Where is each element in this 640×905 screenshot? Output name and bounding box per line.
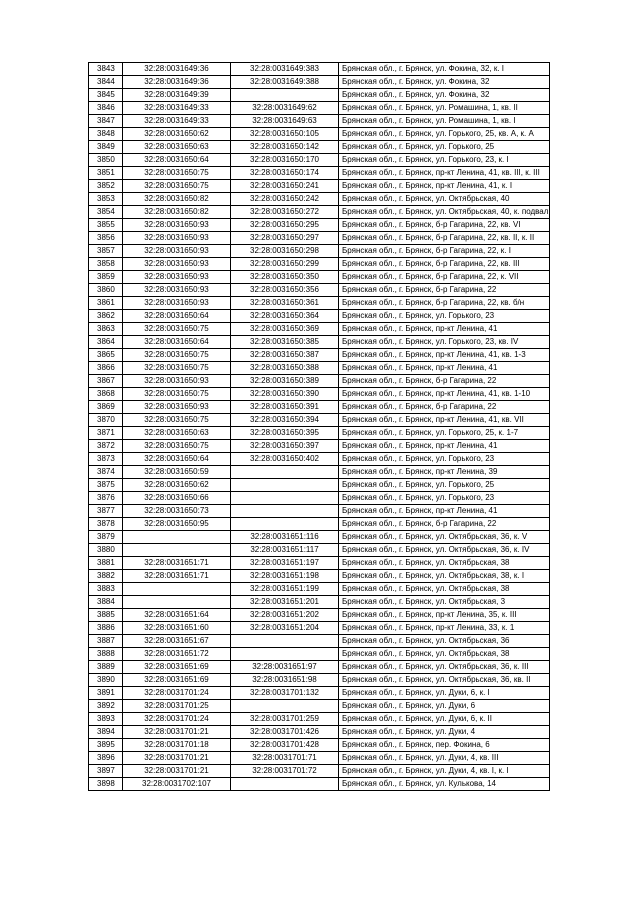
table-row [89, 336, 550, 349]
address-cell: Брянская обл., г. Брянск, ул. Октябрьская, 36, к. IV [339, 544, 550, 557]
object-number-cell: 32:28:0031701:72 [231, 765, 339, 778]
object-number-cell: 32:28:0031651:201 [231, 596, 339, 609]
parcel-number-cell: 32:28:0031651:71 [123, 557, 231, 570]
row-number-cell: 3877 [89, 505, 123, 518]
object-number-cell [231, 479, 339, 492]
row-number-cell: 3875 [89, 479, 123, 492]
object-number-cell [231, 700, 339, 713]
object-number-cell: 32:28:0031651:202 [231, 609, 339, 622]
object-number-cell: 32:28:0031650:361 [231, 297, 339, 310]
row-number-cell: 3859 [89, 271, 123, 284]
address-cell: Брянская обл., г. Брянск, б-р Гагарина, 22, к. VII [339, 271, 550, 284]
table-row [89, 388, 550, 401]
parcel-number-cell: 32:28:0031650:64 [123, 310, 231, 323]
object-number-cell: 32:28:0031650:385 [231, 336, 339, 349]
object-number-cell: 32:28:0031650:356 [231, 284, 339, 297]
parcel-number-cell: 32:28:0031649:33 [123, 102, 231, 115]
parcel-number-cell: 32:28:0031650:64 [123, 336, 231, 349]
address-cell: Брянская обл., г. Брянск, ул. Горького, 25 [339, 141, 550, 154]
table-row [89, 115, 550, 128]
table-row [89, 661, 550, 674]
address-cell: Брянская обл., г. Брянск, пр-кт Ленина, 41 [339, 440, 550, 453]
table-row [89, 648, 550, 661]
object-number-cell: 32:28:0031650:295 [231, 219, 339, 232]
object-number-cell: 32:28:0031650:174 [231, 167, 339, 180]
table-row [89, 544, 550, 557]
table-row [89, 141, 550, 154]
table-row [89, 102, 550, 115]
address-cell: Брянская обл., г. Брянск, ул. Горького, 25 [339, 479, 550, 492]
object-number-cell: 32:28:0031650:299 [231, 258, 339, 271]
table-row [89, 76, 550, 89]
parcel-number-cell: 32:28:0031651:69 [123, 661, 231, 674]
address-cell: Брянская обл., г. Брянск, ул. Октябрьская, 38 [339, 648, 550, 661]
parcel-number-cell: 32:28:0031650:73 [123, 505, 231, 518]
row-number-cell: 3892 [89, 700, 123, 713]
address-cell: Брянская обл., г. Брянск, ул. Октябрьская, 40 [339, 193, 550, 206]
object-number-cell: 32:28:0031650:241 [231, 180, 339, 193]
address-cell: Брянская обл., г. Брянск, пр-кт Ленина, 39 [339, 466, 550, 479]
table-row [89, 466, 550, 479]
table-row [89, 245, 550, 258]
table-row [89, 739, 550, 752]
object-number-cell: 32:28:0031701:426 [231, 726, 339, 739]
object-number-cell [231, 466, 339, 479]
row-number-cell: 3854 [89, 206, 123, 219]
table-row [89, 700, 550, 713]
object-number-cell: 32:28:0031651:117 [231, 544, 339, 557]
address-cell: Брянская обл., г. Брянск, ул. Октябрьская, 36, к. V [339, 531, 550, 544]
table-row [89, 128, 550, 141]
object-number-cell [231, 648, 339, 661]
table-row [89, 271, 550, 284]
parcel-number-cell: 32:28:0031649:39 [123, 89, 231, 102]
table-row [89, 310, 550, 323]
row-number-cell: 3880 [89, 544, 123, 557]
address-cell: Брянская обл., г. Брянск, пр-кт Ленина, 33, к. 1 [339, 622, 550, 635]
address-cell: Брянская обл., г. Брянск, ул. Октябрьская, 38, к. I [339, 570, 550, 583]
parcel-number-cell: 32:28:0031650:75 [123, 388, 231, 401]
table-row [89, 492, 550, 505]
address-cell: Брянская обл., г. Брянск, пер. Фокина, 6 [339, 739, 550, 752]
address-cell: Брянская обл., г. Брянск, ул. Дуки, 4 [339, 726, 550, 739]
row-number-cell: 3883 [89, 583, 123, 596]
object-number-cell: 32:28:0031650:391 [231, 401, 339, 414]
table-row [89, 505, 550, 518]
address-cell: Брянская обл., г. Брянск, пр-кт Ленина, 41, кв. III, к. III [339, 167, 550, 180]
table-row [89, 427, 550, 440]
table-row [89, 362, 550, 375]
row-number-cell: 3873 [89, 453, 123, 466]
object-number-cell: 32:28:0031650:364 [231, 310, 339, 323]
row-number-cell: 3846 [89, 102, 123, 115]
address-cell: Брянская обл., г. Брянск, ул. Дуки, 4, кв. I, к. I [339, 765, 550, 778]
row-number-cell: 3850 [89, 154, 123, 167]
parcel-number-cell: 32:28:0031651:71 [123, 570, 231, 583]
parcel-number-cell: 32:28:0031650:75 [123, 362, 231, 375]
address-cell: Брянская обл., г. Брянск, пр-кт Ленина, 41, кв. VII [339, 414, 550, 427]
row-number-cell: 3863 [89, 323, 123, 336]
address-cell: Брянская обл., г. Брянск, б-р Гагарина, 22 [339, 518, 550, 531]
table-row [89, 518, 550, 531]
address-cell: Брянская обл., г. Брянск, б-р Гагарина, 22, кв. б/н [339, 297, 550, 310]
address-cell: Брянская обл., г. Брянск, ул. Дуки, 6 [339, 700, 550, 713]
address-cell: Брянская обл., г. Брянск, пр-кт Ленина, 41, кв. 1-3 [339, 349, 550, 362]
address-cell: Брянская обл., г. Брянск, б-р Гагарина, 22, кв. II, к. II [339, 232, 550, 245]
table-row [89, 609, 550, 622]
parcel-number-cell [123, 596, 231, 609]
parcel-number-cell: 32:28:0031701:18 [123, 739, 231, 752]
table-row [89, 258, 550, 271]
parcel-number-cell: 32:28:0031701:24 [123, 713, 231, 726]
row-number-cell: 3886 [89, 622, 123, 635]
parcel-number-cell: 32:28:0031650:66 [123, 492, 231, 505]
row-number-cell: 3870 [89, 414, 123, 427]
row-number-cell: 3843 [89, 63, 123, 76]
row-number-cell: 3847 [89, 115, 123, 128]
row-number-cell: 3845 [89, 89, 123, 102]
parcel-number-cell: 32:28:0031650:93 [123, 232, 231, 245]
row-number-cell: 3885 [89, 609, 123, 622]
parcel-number-cell: 32:28:0031702:107 [123, 778, 231, 791]
address-cell: Брянская обл., г. Брянск, ул. Фокина, 32 [339, 76, 550, 89]
table-row [89, 687, 550, 700]
address-cell: Брянская обл., г. Брянск, ул. Дуки, 6, к. I [339, 687, 550, 700]
parcel-number-cell: 32:28:0031650:64 [123, 453, 231, 466]
parcel-number-cell: 32:28:0031650:93 [123, 375, 231, 388]
parcel-number-cell: 32:28:0031650:75 [123, 349, 231, 362]
table-row [89, 154, 550, 167]
parcel-number-cell: 32:28:0031701:24 [123, 687, 231, 700]
object-number-cell: 32:28:0031651:98 [231, 674, 339, 687]
row-number-cell: 3882 [89, 570, 123, 583]
parcel-number-cell: 32:28:0031650:93 [123, 297, 231, 310]
parcel-number-cell: 32:28:0031650:75 [123, 167, 231, 180]
row-number-cell: 3867 [89, 375, 123, 388]
address-cell: Брянская обл., г. Брянск, ул. Дуки, 6, к. II [339, 713, 550, 726]
row-number-cell: 3876 [89, 492, 123, 505]
row-number-cell: 3893 [89, 713, 123, 726]
address-cell: Брянская обл., г. Брянск, ул. Горького, 25, к. 1-7 [339, 427, 550, 440]
row-number-cell: 3872 [89, 440, 123, 453]
parcel-number-cell: 32:28:0031650:95 [123, 518, 231, 531]
parcel-number-cell [123, 544, 231, 557]
address-cell: Брянская обл., г. Брянск, ул. Кулькова, 14 [339, 778, 550, 791]
table-row [89, 635, 550, 648]
parcel-number-cell: 32:28:0031651:69 [123, 674, 231, 687]
cadastral-table [88, 62, 550, 791]
address-cell: Брянская обл., г. Брянск, ул. Дуки, 4, кв. III [339, 752, 550, 765]
address-cell: Брянская обл., г. Брянск, ул. Ромашина, 1, кв. II [339, 102, 550, 115]
address-cell: Брянская обл., г. Брянск, б-р Гагарина, 22, кв. III [339, 258, 550, 271]
parcel-number-cell: 32:28:0031649:33 [123, 115, 231, 128]
address-cell: Брянская обл., г. Брянск, ул. Горького, 23 [339, 453, 550, 466]
object-number-cell: 32:28:0031650:388 [231, 362, 339, 375]
address-cell: Брянская обл., г. Брянск, ул. Октябрьская, 36 [339, 635, 550, 648]
address-cell: Брянская обл., г. Брянск, ул. Октябрьская, 36, к. III [339, 661, 550, 674]
parcel-number-cell: 32:28:0031650:75 [123, 180, 231, 193]
address-cell: Брянская обл., г. Брянск, ул. Фокина, 32 [339, 89, 550, 102]
address-cell: Брянская обл., г. Брянск, пр-кт Ленина, 41 [339, 323, 550, 336]
address-cell: Брянская обл., г. Брянск, ул. Ромашина, 1, кв. I [339, 115, 550, 128]
object-number-cell [231, 778, 339, 791]
address-cell: Брянская обл., г. Брянск, ул. Октябрьская, 38 [339, 557, 550, 570]
object-number-cell: 32:28:0031650:387 [231, 349, 339, 362]
table-row [89, 570, 550, 583]
address-cell: Брянская обл., г. Брянск, б-р Гагарина, 22, кв. VI [339, 219, 550, 232]
parcel-number-cell: 32:28:0031650:62 [123, 479, 231, 492]
row-number-cell: 3856 [89, 232, 123, 245]
table-row [89, 414, 550, 427]
row-number-cell: 3884 [89, 596, 123, 609]
row-number-cell: 3869 [89, 401, 123, 414]
address-cell: Брянская обл., г. Брянск, б-р Гагарина, 22 [339, 401, 550, 414]
parcel-number-cell [123, 531, 231, 544]
object-number-cell: 32:28:0031651:97 [231, 661, 339, 674]
table-row [89, 167, 550, 180]
parcel-number-cell: 32:28:0031650:93 [123, 284, 231, 297]
table-body [89, 63, 550, 791]
row-number-cell: 3881 [89, 557, 123, 570]
row-number-cell: 3897 [89, 765, 123, 778]
object-number-cell: 32:28:0031650:402 [231, 453, 339, 466]
parcel-number-cell: 32:28:0031701:25 [123, 700, 231, 713]
table-row [89, 765, 550, 778]
table-row [89, 674, 550, 687]
table-row [89, 713, 550, 726]
table-row [89, 232, 550, 245]
address-cell: Брянская обл., г. Брянск, б-р Гагарина, 22, к. I [339, 245, 550, 258]
table-row [89, 622, 550, 635]
parcel-number-cell: 32:28:0031650:75 [123, 440, 231, 453]
object-number-cell: 32:28:0031651:197 [231, 557, 339, 570]
row-number-cell: 3865 [89, 349, 123, 362]
table-row [89, 284, 550, 297]
parcel-number-cell: 32:28:0031650:62 [123, 128, 231, 141]
row-number-cell: 3857 [89, 245, 123, 258]
row-number-cell: 3848 [89, 128, 123, 141]
table-row [89, 479, 550, 492]
table-row [89, 375, 550, 388]
object-number-cell: 32:28:0031650:242 [231, 193, 339, 206]
object-number-cell: 32:28:0031701:132 [231, 687, 339, 700]
row-number-cell: 3871 [89, 427, 123, 440]
row-number-cell: 3895 [89, 739, 123, 752]
table-row [89, 206, 550, 219]
row-number-cell: 3851 [89, 167, 123, 180]
row-number-cell: 3878 [89, 518, 123, 531]
table-row [89, 297, 550, 310]
object-number-cell: 32:28:0031650:394 [231, 414, 339, 427]
object-number-cell: 32:28:0031650:390 [231, 388, 339, 401]
row-number-cell: 3844 [89, 76, 123, 89]
object-number-cell: 32:28:0031651:204 [231, 622, 339, 635]
object-number-cell: 32:28:0031649:388 [231, 76, 339, 89]
table-row [89, 89, 550, 102]
table-row [89, 453, 550, 466]
row-number-cell: 3879 [89, 531, 123, 544]
parcel-number-cell [123, 583, 231, 596]
row-number-cell: 3898 [89, 778, 123, 791]
object-number-cell: 32:28:0031650:298 [231, 245, 339, 258]
parcel-number-cell: 32:28:0031651:60 [123, 622, 231, 635]
row-number-cell: 3861 [89, 297, 123, 310]
parcel-number-cell: 32:28:0031651:64 [123, 609, 231, 622]
address-cell: Брянская обл., г. Брянск, б-р Гагарина, 22 [339, 375, 550, 388]
address-cell: Брянская обл., г. Брянск, ул. Горького, 23 [339, 310, 550, 323]
row-number-cell: 3853 [89, 193, 123, 206]
address-cell: Брянская обл., г. Брянск, ул. Горького, 23, к. I [339, 154, 550, 167]
object-number-cell: 32:28:0031650:170 [231, 154, 339, 167]
object-number-cell: 32:28:0031650:272 [231, 206, 339, 219]
table-row [89, 193, 550, 206]
parcel-number-cell: 32:28:0031650:93 [123, 401, 231, 414]
address-cell: Брянская обл., г. Брянск, ул. Горького, 23 [339, 492, 550, 505]
table-row [89, 323, 550, 336]
object-number-cell: 32:28:0031650:395 [231, 427, 339, 440]
table-row [89, 596, 550, 609]
address-cell: Брянская обл., г. Брянск, пр-кт Ленина, 41, кв. 1-10 [339, 388, 550, 401]
object-number-cell: 32:28:0031651:116 [231, 531, 339, 544]
parcel-number-cell: 32:28:0031650:93 [123, 258, 231, 271]
table-row [89, 778, 550, 791]
address-cell: Брянская обл., г. Брянск, б-р Гагарина, 22 [339, 284, 550, 297]
object-number-cell: 32:28:0031650:397 [231, 440, 339, 453]
address-cell: Брянская обл., г. Брянск, пр-кт Ленина, 41 [339, 505, 550, 518]
object-number-cell: 32:28:0031701:428 [231, 739, 339, 752]
object-number-cell: 32:28:0031651:198 [231, 570, 339, 583]
address-cell: Брянская обл., г. Брянск, ул. Октябрьская, 38 [339, 583, 550, 596]
address-cell: Брянская обл., г. Брянск, ул. Октябрьская, 36, кв. II [339, 674, 550, 687]
parcel-number-cell: 32:28:0031650:59 [123, 466, 231, 479]
object-number-cell: 32:28:0031650:105 [231, 128, 339, 141]
address-cell: Брянская обл., г. Брянск, ул. Горького, 23, кв. IV [339, 336, 550, 349]
address-cell: Брянская обл., г. Брянск, ул. Фокина, 32, к. I [339, 63, 550, 76]
object-number-cell: 32:28:0031649:62 [231, 102, 339, 115]
address-cell: Брянская обл., г. Брянск, пр-кт Ленина, 41 [339, 362, 550, 375]
row-number-cell: 3891 [89, 687, 123, 700]
object-number-cell: 32:28:0031649:383 [231, 63, 339, 76]
object-number-cell: 32:28:0031650:369 [231, 323, 339, 336]
object-number-cell [231, 518, 339, 531]
table-row [89, 401, 550, 414]
parcel-number-cell: 32:28:0031701:21 [123, 752, 231, 765]
row-number-cell: 3888 [89, 648, 123, 661]
parcel-number-cell: 32:28:0031701:21 [123, 765, 231, 778]
row-number-cell: 3868 [89, 388, 123, 401]
row-number-cell: 3860 [89, 284, 123, 297]
address-cell: Брянская обл., г. Брянск, ул. Горького, 25, кв. А, к. А [339, 128, 550, 141]
row-number-cell: 3896 [89, 752, 123, 765]
parcel-number-cell: 32:28:0031650:82 [123, 206, 231, 219]
table-row [89, 726, 550, 739]
row-number-cell: 3852 [89, 180, 123, 193]
row-number-cell: 3874 [89, 466, 123, 479]
table-row [89, 752, 550, 765]
parcel-number-cell: 32:28:0031650:93 [123, 245, 231, 258]
table-row [89, 349, 550, 362]
parcel-number-cell: 32:28:0031650:75 [123, 323, 231, 336]
object-number-cell: 32:28:0031650:389 [231, 375, 339, 388]
parcel-number-cell: 32:28:0031649:36 [123, 63, 231, 76]
row-number-cell: 3890 [89, 674, 123, 687]
table-row [89, 557, 550, 570]
parcel-number-cell: 32:28:0031650:75 [123, 414, 231, 427]
table-row [89, 440, 550, 453]
address-cell: Брянская обл., г. Брянск, ул. Октябрьская, 40, к. подвал [339, 206, 550, 219]
row-number-cell: 3849 [89, 141, 123, 154]
object-number-cell [231, 505, 339, 518]
address-cell: Брянская обл., г. Брянск, ул. Октябрьская, 3 [339, 596, 550, 609]
table-row [89, 583, 550, 596]
row-number-cell: 3864 [89, 336, 123, 349]
row-number-cell: 3866 [89, 362, 123, 375]
table-row [89, 180, 550, 193]
address-cell: Брянская обл., г. Брянск, пр-кт Ленина, 41, к. I [339, 180, 550, 193]
table-row [89, 219, 550, 232]
row-number-cell: 3858 [89, 258, 123, 271]
object-number-cell [231, 89, 339, 102]
parcel-number-cell: 32:28:0031650:93 [123, 271, 231, 284]
row-number-cell: 3894 [89, 726, 123, 739]
object-number-cell: 32:28:0031649:63 [231, 115, 339, 128]
row-number-cell: 3887 [89, 635, 123, 648]
parcel-number-cell: 32:28:0031650:63 [123, 141, 231, 154]
parcel-number-cell: 32:28:0031651:67 [123, 635, 231, 648]
row-number-cell: 3855 [89, 219, 123, 232]
object-number-cell: 32:28:0031651:199 [231, 583, 339, 596]
row-number-cell: 3889 [89, 661, 123, 674]
table-row [89, 531, 550, 544]
object-number-cell: 32:28:0031650:142 [231, 141, 339, 154]
object-number-cell: 32:28:0031650:297 [231, 232, 339, 245]
object-number-cell [231, 492, 339, 505]
parcel-number-cell: 32:28:0031650:63 [123, 427, 231, 440]
parcel-number-cell: 32:28:0031650:93 [123, 219, 231, 232]
object-number-cell: 32:28:0031701:259 [231, 713, 339, 726]
object-number-cell: 32:28:0031701:71 [231, 752, 339, 765]
row-number-cell: 3862 [89, 310, 123, 323]
parcel-number-cell: 32:28:0031650:82 [123, 193, 231, 206]
parcel-number-cell: 32:28:0031651:72 [123, 648, 231, 661]
parcel-number-cell: 32:28:0031701:21 [123, 726, 231, 739]
parcel-number-cell: 32:28:0031649:36 [123, 76, 231, 89]
parcel-number-cell: 32:28:0031650:64 [123, 154, 231, 167]
object-number-cell [231, 635, 339, 648]
address-cell: Брянская обл., г. Брянск, пр-кт Ленина, 35, к. III [339, 609, 550, 622]
table-row [89, 63, 550, 76]
object-number-cell: 32:28:0031650:350 [231, 271, 339, 284]
